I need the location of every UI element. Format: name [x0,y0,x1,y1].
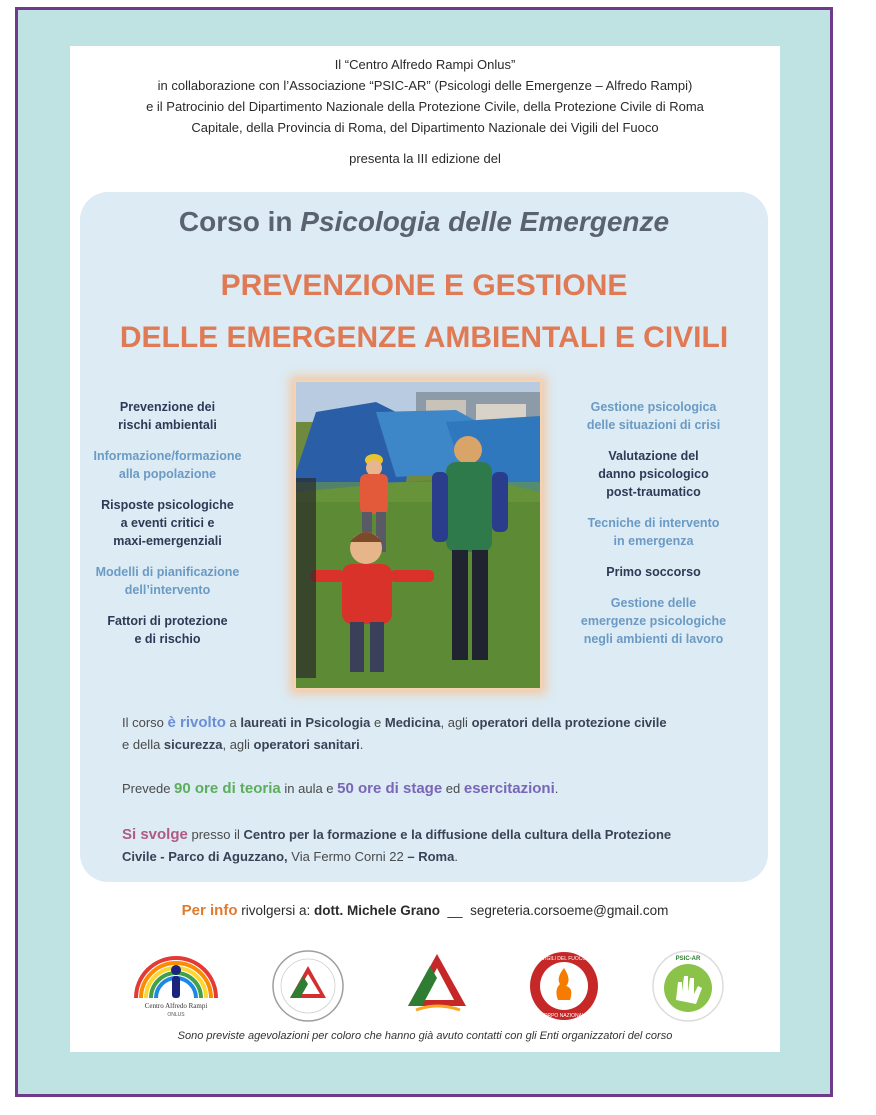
topics-right [566,398,741,661]
hours-text: Prevede 90 ore di teoria in aula e 50 ore di stage ed esercitazioni. [122,780,559,797]
location-text: Si svolge presso il Centro per la formazione e la diffusione della cultura della Protezione Civile - Parco di Aguzzano, Via Fermo Corni 22 – Roma. [122,826,672,864]
course-panel [80,192,768,882]
intro-line: Capitale, della Provincia di Roma, del Dipartimento Nazionale dei Vigili del Fuoco [191,120,659,135]
intro-line: in collaborazione con l’Associazione “PSIC-AR” (Psicologi delle Emergenze – Alfredo Rampi) [157,78,693,93]
photo-illustration [296,382,540,688]
logos-row [70,948,780,1024]
audience-text: Il corso è rivolto a laureati in Psicologia e Medicina, agli operatori della protezione civile e della sicurezza, agli operatori sanitari. [122,714,667,752]
main-title-line: PREVENZIONE E GESTIONE [220,269,628,302]
svg-text:ONLUS: ONLUS [167,1012,185,1018]
children-photo [294,380,542,690]
course-title-prefix: Corso in [178,206,301,237]
rampi-logo [130,948,222,1018]
intro-presents: presenta la III edizione del [349,151,501,166]
contact-email[interactable]: segreteria.corsoeme@gmail.com [470,903,669,918]
flyer-sheet [70,46,780,1052]
svg-text:PSIC-AR: PSIC-AR [675,956,701,962]
topic-item: Risposte psicologiche a eventi critici e maxi-emergenziali [101,498,234,548]
main-title-line: DELLE EMERGENZE AMBIENTALI E CIVILI [119,321,729,354]
psic-ar-logo [650,948,726,1024]
footnote: Sono previste agevolazioni per coloro che hanno già avuto contatti con gli Enti organizzatori del corso [177,1030,673,1042]
contact-info: Per info rivolgersi a: dott. Michele Grano __ segreteria.corsoeme@gmail.com [181,902,669,919]
topic-item: Primo soccorso [606,565,701,579]
topic-item: Valutazione del danno psicologico post-traumatico [598,449,709,499]
intro-line: Il “Centro Alfredo Rampi Onlus” [334,57,516,72]
contact-name: dott. Michele Grano [314,903,441,918]
intro-block [70,54,780,169]
topic-item: Gestione delle emergenze psicologiche negli ambienti di lavoro [580,596,727,646]
topic-item: Fattori di protezione e di rischio [107,614,228,646]
intro-line: e il Patrocinio del Dipartimento Nazionale della Protezione Civile, della Protezione Civile di Roma [146,99,704,114]
topic-item: Informazione/formazione alla popolazione [93,449,242,481]
topic-item: Gestione psicologica delle situazioni di crisi [586,400,721,432]
info-label: Per info [181,902,238,919]
svg-text:Centro Alfredo Rampi: Centro Alfredo Rampi [144,1002,208,1010]
topic-item: Modelli di pianificazione dell’intervento [95,565,240,597]
main-title [80,260,768,364]
topics-left [80,398,255,661]
topic-item: Tecniche di intervento in emergenza [587,516,720,548]
course-title [80,206,768,238]
vigili-del-fuoco-logo [526,948,602,1024]
dipartimento-protezione-civile-logo [402,948,472,1018]
svg-text:CORPO NAZIONALE: CORPO NAZIONALE [539,1013,589,1019]
course-title-italic: Psicologia delle Emergenze [300,206,670,237]
topic-item: Prevenzione dei rischi ambientali [118,400,217,432]
svg-text:VIGILI DEL FUOCO: VIGILI DEL FUOCO [541,956,587,962]
protezione-civile-logo [270,948,346,1024]
